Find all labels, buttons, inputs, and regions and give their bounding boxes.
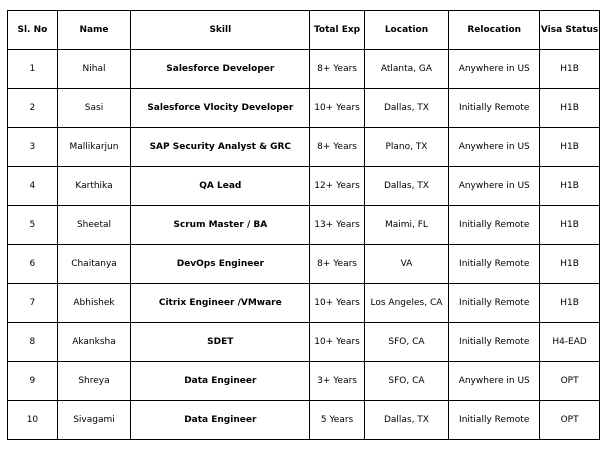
name-cell: Mallikarjun bbox=[57, 128, 130, 167]
visa-status-cell: OPT bbox=[540, 401, 600, 440]
table-row bbox=[8, 245, 600, 284]
header-relocation: Relocation bbox=[449, 11, 540, 50]
relocation-cell: Anywhere in US bbox=[449, 167, 540, 206]
relocation-cell: Anywhere in US bbox=[449, 362, 540, 401]
total-exp-cell: 8+ Years bbox=[310, 50, 364, 89]
candidate-table-container bbox=[7, 10, 600, 440]
total-exp-cell: 12+ Years bbox=[310, 167, 364, 206]
visa-status-cell: H4-EAD bbox=[540, 323, 600, 362]
name-cell: Sasi bbox=[57, 89, 130, 128]
table-body bbox=[8, 50, 600, 440]
visa-status-cell: H1B bbox=[540, 206, 600, 245]
relocation-cell: Initially Remote bbox=[449, 206, 540, 245]
skill-cell: Salesforce Developer bbox=[131, 50, 310, 89]
relocation-cell: Initially Remote bbox=[449, 245, 540, 284]
sl-no-cell: 4 bbox=[8, 167, 58, 206]
sl-no-cell: 10 bbox=[8, 401, 58, 440]
table-row bbox=[8, 167, 600, 206]
header-location: Location bbox=[364, 11, 449, 50]
location-cell: Dallas, TX bbox=[364, 401, 449, 440]
visa-status-cell: OPT bbox=[540, 362, 600, 401]
visa-status-cell: H1B bbox=[540, 167, 600, 206]
location-cell: SFO, CA bbox=[364, 362, 449, 401]
sl-no-cell: 7 bbox=[8, 284, 58, 323]
table-row bbox=[8, 323, 600, 362]
sl-no-cell: 3 bbox=[8, 128, 58, 167]
name-cell: Shreya bbox=[57, 362, 130, 401]
name-cell: Sivagami bbox=[57, 401, 130, 440]
relocation-cell: Anywhere in US bbox=[449, 50, 540, 89]
relocation-cell: Initially Remote bbox=[449, 401, 540, 440]
location-cell: VA bbox=[364, 245, 449, 284]
header-name: Name bbox=[57, 11, 130, 50]
table-row bbox=[8, 89, 600, 128]
table-header-row bbox=[8, 11, 600, 50]
visa-status-cell: H1B bbox=[540, 89, 600, 128]
skill-cell: DevOps Engineer bbox=[131, 245, 310, 284]
location-cell: Atlanta, GA bbox=[364, 50, 449, 89]
name-cell: Abhishek bbox=[57, 284, 130, 323]
header-visa-status: Visa Status bbox=[540, 11, 600, 50]
sl-no-cell: 5 bbox=[8, 206, 58, 245]
name-cell: Sheetal bbox=[57, 206, 130, 245]
location-cell: Plano, TX bbox=[364, 128, 449, 167]
relocation-cell: Anywhere in US bbox=[449, 128, 540, 167]
table-row bbox=[8, 284, 600, 323]
location-cell: Los Angeles, CA bbox=[364, 284, 449, 323]
location-cell: Dallas, TX bbox=[364, 89, 449, 128]
relocation-cell: Initially Remote bbox=[449, 284, 540, 323]
visa-status-cell: H1B bbox=[540, 284, 600, 323]
header-total-exp: Total Exp bbox=[310, 11, 364, 50]
total-exp-cell: 3+ Years bbox=[310, 362, 364, 401]
total-exp-cell: 13+ Years bbox=[310, 206, 364, 245]
table-row bbox=[8, 206, 600, 245]
total-exp-cell: 5 Years bbox=[310, 401, 364, 440]
table-row bbox=[8, 401, 600, 440]
sl-no-cell: 2 bbox=[8, 89, 58, 128]
location-cell: Maimi, FL bbox=[364, 206, 449, 245]
sl-no-cell: 6 bbox=[8, 245, 58, 284]
header-sl-no: Sl. No bbox=[8, 11, 58, 50]
skill-cell: Data Engineer bbox=[131, 401, 310, 440]
skill-cell: SDET bbox=[131, 323, 310, 362]
relocation-cell: Initially Remote bbox=[449, 89, 540, 128]
name-cell: Karthika bbox=[57, 167, 130, 206]
relocation-cell: Initially Remote bbox=[449, 323, 540, 362]
visa-status-cell: H1B bbox=[540, 245, 600, 284]
candidate-table bbox=[7, 10, 600, 440]
sl-no-cell: 8 bbox=[8, 323, 58, 362]
skill-cell: Salesforce Vlocity Developer bbox=[131, 89, 310, 128]
total-exp-cell: 8+ Years bbox=[310, 128, 364, 167]
total-exp-cell: 10+ Years bbox=[310, 323, 364, 362]
total-exp-cell: 10+ Years bbox=[310, 284, 364, 323]
table-row bbox=[8, 50, 600, 89]
location-cell: SFO, CA bbox=[364, 323, 449, 362]
skill-cell: Scrum Master / BA bbox=[131, 206, 310, 245]
sl-no-cell: 1 bbox=[8, 50, 58, 89]
sl-no-cell: 9 bbox=[8, 362, 58, 401]
skill-cell: Citrix Engineer /VMware bbox=[131, 284, 310, 323]
name-cell: Chaitanya bbox=[57, 245, 130, 284]
visa-status-cell: H1B bbox=[540, 50, 600, 89]
total-exp-cell: 10+ Years bbox=[310, 89, 364, 128]
name-cell: Nihal bbox=[57, 50, 130, 89]
table-row bbox=[8, 128, 600, 167]
table-row bbox=[8, 362, 600, 401]
skill-cell: QA Lead bbox=[131, 167, 310, 206]
name-cell: Akanksha bbox=[57, 323, 130, 362]
location-cell: Dallas, TX bbox=[364, 167, 449, 206]
skill-cell: SAP Security Analyst & GRC bbox=[131, 128, 310, 167]
header-skill: Skill bbox=[131, 11, 310, 50]
total-exp-cell: 8+ Years bbox=[310, 245, 364, 284]
skill-cell: Data Engineer bbox=[131, 362, 310, 401]
visa-status-cell: H1B bbox=[540, 128, 600, 167]
